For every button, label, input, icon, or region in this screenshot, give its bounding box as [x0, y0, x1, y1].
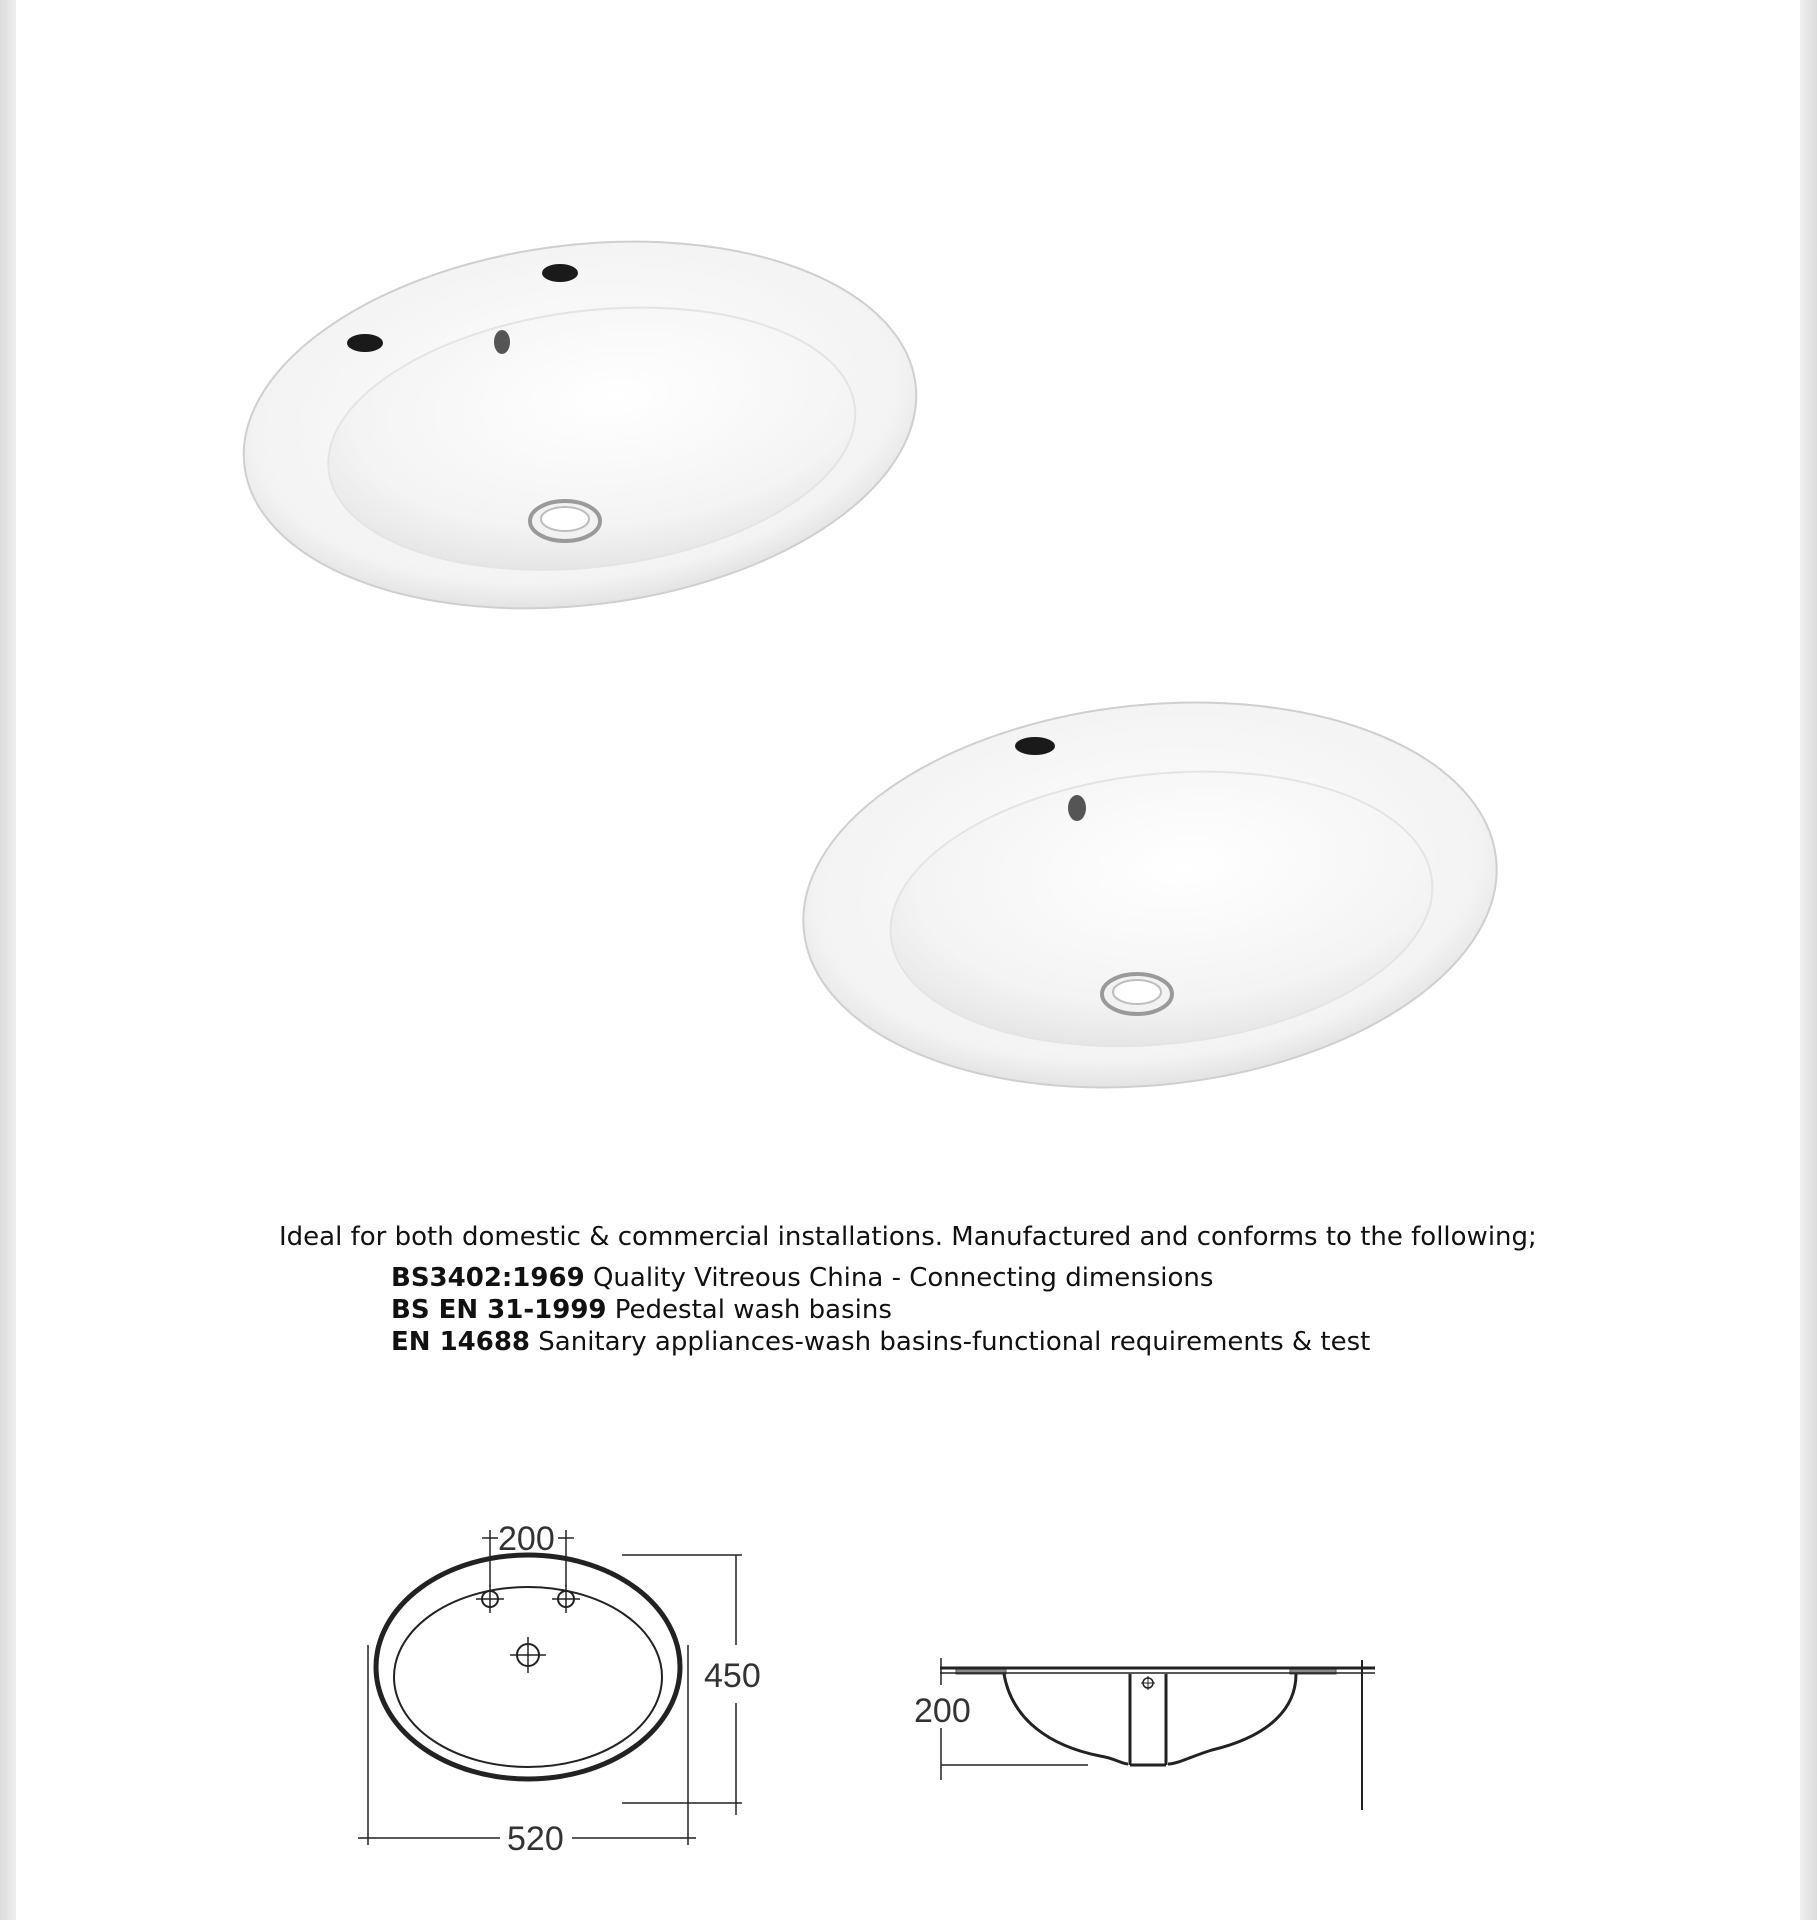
- standard-code: EN 14688: [391, 1327, 531, 1357]
- page-edge-right: [1800, 0, 1817, 1920]
- standard-item: [391, 1326, 1370, 1358]
- side-section-drawing: [900, 1650, 1400, 1830]
- standard-item: [391, 1262, 1370, 1294]
- depth-dimension: 450: [704, 1657, 761, 1695]
- width-dimension: 520: [507, 1820, 564, 1858]
- tap-spacing-dimension: 200: [498, 1520, 555, 1558]
- standard-code: BS3402:1969: [391, 1263, 585, 1293]
- plan-view-drawing: [350, 1505, 770, 1865]
- standard-text: Quality Vitreous China - Connecting dimensions: [592, 1263, 1214, 1293]
- description-text: Ideal for both domestic & commercial installations. Manufactured and conforms to the following;: [279, 1222, 1537, 1252]
- standards-list: [391, 1262, 1370, 1358]
- standard-text: Sanitary appliances-wash basins-functional requirements & test: [538, 1327, 1371, 1357]
- page-edge-left: [0, 0, 16, 1920]
- two-tap-basin-photo: [230, 225, 930, 625]
- standard-code: BS EN 31-1999: [391, 1295, 607, 1325]
- standard-item: [391, 1294, 1370, 1326]
- height-dimension: 200: [914, 1692, 971, 1730]
- standard-text: Pedestal wash basins: [614, 1295, 892, 1325]
- one-tap-basin-photo: [795, 700, 1515, 1100]
